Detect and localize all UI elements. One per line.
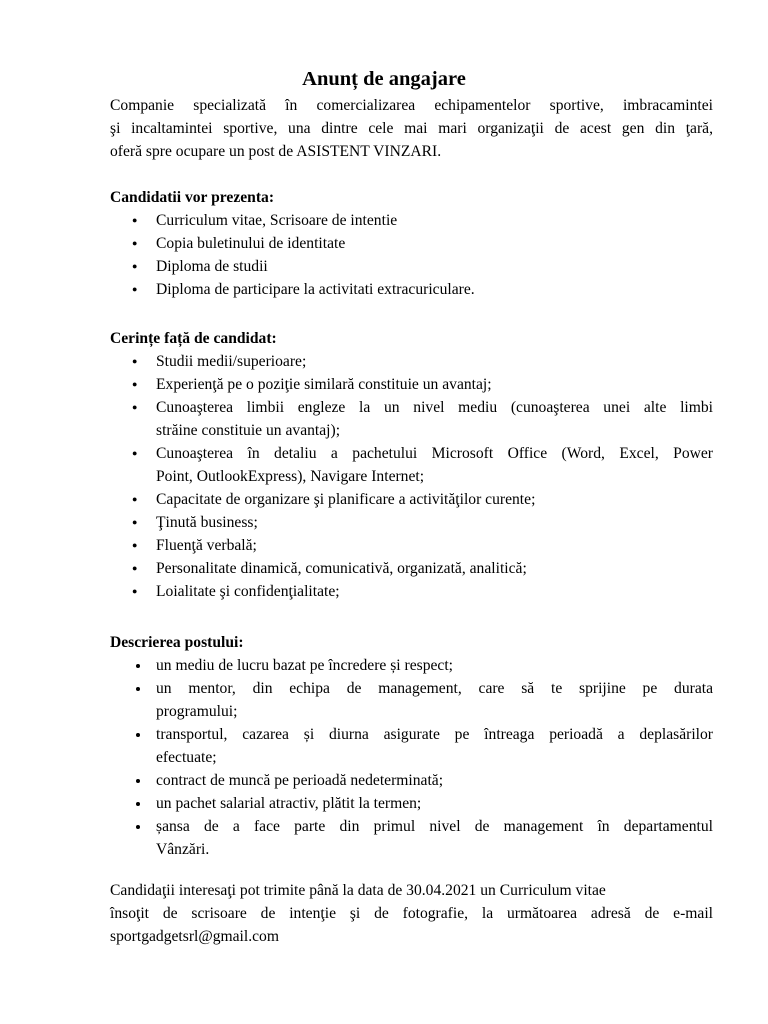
requirements-list — [110, 350, 713, 603]
list-item — [110, 350, 713, 373]
bullet-icon — [136, 664, 140, 668]
requirements-heading: Cerințe față de candidat: — [110, 330, 277, 347]
list-item-text: Diploma de participare la activitati extracuriculare. — [156, 281, 475, 298]
list-item — [110, 255, 713, 278]
list-item-text: străine constituie un avantaj); — [156, 422, 341, 439]
list-item — [110, 209, 713, 232]
list-item — [110, 488, 713, 511]
bullet-icon — [136, 779, 140, 783]
list-item — [110, 792, 713, 815]
list-item-text: Fluenţă verbală; — [156, 537, 257, 554]
list-item — [110, 232, 713, 255]
closing-line: însoţit de scrisoare de intenţie şi de fotografie, la următoarea adresă de e-mail — [110, 905, 713, 922]
list-item-text: șansa de a face parte din primul nivel de management în departamentul — [156, 818, 713, 835]
list-item — [110, 654, 713, 677]
documents-heading: Candidatii vor prezenta: — [110, 189, 275, 206]
bullet-icon — [136, 825, 140, 829]
email-address: sportgadgetsrl@gmail.com — [110, 928, 279, 945]
bullet-icon: ● — [132, 215, 138, 225]
list-item-text: Cunoaşterea în detaliu a pachetului Microsoft Office (Word, Excel, Power — [156, 445, 713, 462]
list-item — [110, 580, 713, 603]
bullet-icon: ● — [132, 261, 138, 271]
bullet-icon: ● — [132, 379, 138, 389]
list-item — [110, 815, 713, 861]
list-item-text: Vânzări. — [156, 841, 210, 858]
list-item-text: Diploma de studii — [156, 258, 268, 275]
list-item-text: Studii medii/superioare; — [156, 353, 307, 370]
description-list — [110, 654, 713, 861]
list-item-text: Personalitate dinamică, comunicativă, organizată, analitică; — [156, 560, 527, 577]
list-item-text: contract de muncă pe perioadă nedeterminată; — [156, 772, 444, 789]
list-item — [110, 677, 713, 723]
list-item — [110, 373, 713, 396]
bullet-icon: ● — [132, 517, 138, 527]
list-item — [110, 534, 713, 557]
list-item — [110, 557, 713, 580]
bullet-icon: ● — [132, 402, 138, 412]
intro-paragraph — [110, 94, 713, 163]
list-item — [110, 769, 713, 792]
closing-paragraph — [110, 879, 713, 948]
list-item-text: Cunoaşterea limbii engleze la un nivel mediu (cunoaşterea unei alte limbi — [156, 399, 713, 416]
bullet-icon: ● — [132, 284, 138, 294]
list-item — [110, 396, 713, 442]
list-item — [110, 442, 713, 488]
list-item — [110, 723, 713, 769]
intro-line: şi incaltamintei sportive, una dintre cele mai mari organizaţii de acest gen din ţară, — [110, 120, 713, 137]
page-title: Anunț de angajare — [302, 68, 466, 90]
list-item-text: Point, OutlookExpress), Navigare Internet; — [156, 468, 425, 485]
list-item-text: Loialitate şi confidenţialitate; — [156, 583, 340, 600]
list-item-text: programului; — [156, 703, 238, 720]
bullet-icon: ● — [132, 540, 138, 550]
bullet-icon: ● — [132, 586, 138, 596]
list-item-text: un pachet salarial atractiv, plătit la termen; — [156, 795, 422, 812]
bullet-icon: ● — [132, 494, 138, 504]
list-item — [110, 511, 713, 534]
bullet-icon: ● — [132, 238, 138, 248]
list-item-text: un mediu de lucru bazat pe încredere și respect; — [156, 657, 454, 674]
list-item-text: un mentor, din echipa de management, care să te sprijine pe durata — [156, 680, 713, 697]
list-item-text: transportul, cazarea și diurna asigurate pe întreaga perioadă a deplasărilor — [156, 726, 713, 743]
list-item — [110, 278, 713, 301]
list-item-text: Experienţă pe o poziţie similară constituie un avantaj; — [156, 376, 492, 393]
list-item-text: Curriculum vitae, Scrisoare de intentie — [156, 212, 398, 229]
list-item-text: Ţinută business; — [156, 514, 258, 531]
list-item-text: Copia buletinului de identitate — [156, 235, 346, 252]
list-item-text: Capacitate de organizare şi planificare a activităţilor curente; — [156, 491, 536, 508]
description-heading: Descrierea postului: — [110, 634, 244, 651]
intro-line: Companie specializată în comercializarea echipamentelor sportive, imbracamintei — [110, 97, 713, 114]
documents-list — [110, 209, 713, 301]
bullet-icon: ● — [132, 356, 138, 366]
bullet-icon: ● — [132, 563, 138, 573]
bullet-icon: ● — [132, 448, 138, 458]
bullet-icon — [136, 802, 140, 806]
intro-line: oferă spre ocupare un post de ASISTENT VINZARI. — [110, 143, 442, 160]
closing-line: Candidaţii interesaţi pot trimite până la data de 30.04.2021 un Curriculum vitae — [110, 882, 606, 899]
bullet-icon — [136, 687, 140, 691]
bullet-icon — [136, 733, 140, 737]
list-item-text: efectuate; — [156, 749, 217, 766]
